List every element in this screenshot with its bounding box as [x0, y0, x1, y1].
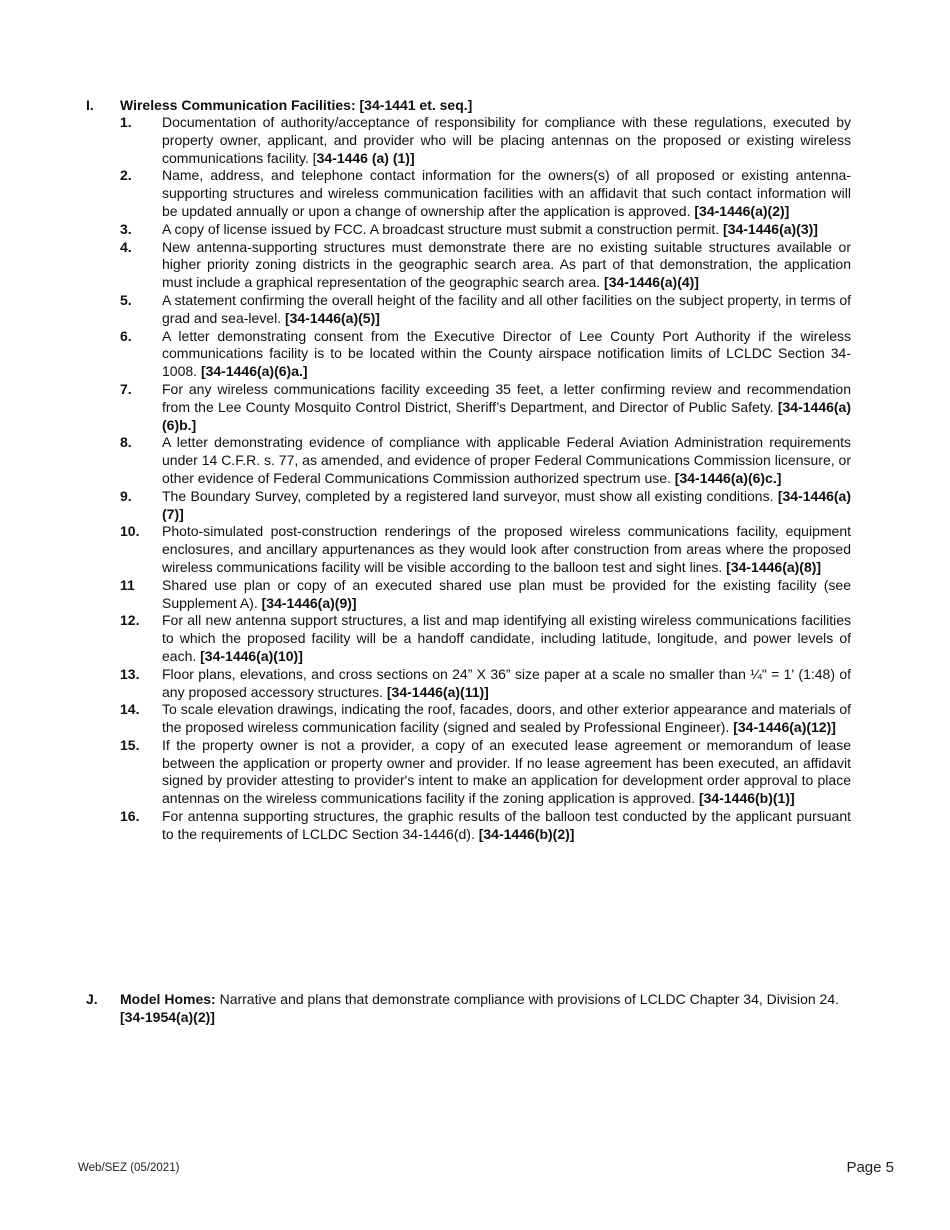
item-text: A letter demonstrating consent from the Executive Director of Lee County Port Authority if the wireless communications facility is to be located within the County airspace notification limits of LCLDC Section 34-1008.: [162, 327, 851, 380]
list-item: [86, 239, 851, 292]
section-i-heading: [86, 96, 851, 114]
item-text: For antenna supporting structures, the graphic results of the balloon test conducted by the applicant pursuant to the requirements of LCLDC Section 34-1446(d).: [162, 808, 851, 842]
item-number: 2.: [120, 167, 132, 184]
list-item: [86, 221, 851, 239]
item-number: 1.: [120, 114, 132, 130]
item-text: Floor plans, elevations, and cross sections on 24” X 36” size paper at a scale no smaller than ¼" = 1' (1:48) of any proposed accessory structures.: [162, 665, 851, 700]
list-item: [86, 701, 851, 737]
list-item: [86, 488, 851, 524]
section-j-title: Model Homes:: [120, 991, 216, 1007]
list-item: [86, 666, 851, 702]
list-item: [86, 612, 851, 665]
item-number: 8.: [120, 434, 132, 451]
item-code-reference: [34-1446(a)(6)b.]: [162, 398, 851, 433]
item-number: 10.: [120, 523, 140, 540]
item-text: If the property owner is not a provider, a copy of an executed lease agreement or memorandum of lease between the application or property owner and provider. If no lease agreement has been executed, an affidavit signed by provider attesting to provider's intent to make an application for development order approval to place antennas on the wireless communications facility if the zoning application is approved.: [162, 736, 851, 807]
list-item: [86, 434, 851, 487]
list-item: [86, 737, 851, 808]
list-item: [86, 114, 851, 167]
item-text: A statement confirming the overall height of the facility and all other facilities on the subject property, in terms of grad and sea-level.: [162, 291, 851, 326]
item-number: 4.: [120, 238, 132, 255]
section-j: [86, 990, 851, 1026]
item-code-reference: [34-1446(a)(7)]: [162, 487, 851, 522]
item-text: For all new antenna support structures, a list and map identifying all existing wireless communications facilities to which the proposed facility will be a handoff candidate, including latitude, longitude, and power levels of each.: [162, 612, 851, 664]
item-text: Documentation of authority/acceptance of responsibility for compliance with these regulations, executed by property owner, applicant, and provider who will be placing antennas on the proposed or existing wireless communications facility. [: [162, 114, 851, 166]
section-i-title: Wireless Communication Facilities: [34-1441 et. seq.]: [120, 97, 473, 113]
section-i: [86, 96, 851, 844]
section-j-text: Narrative and plans that demonstrate compliance with provisions of LCLDC Chapter 34, Division 24.: [215, 991, 839, 1007]
item-number: 15.: [120, 736, 140, 753]
item-text: A letter demonstrating evidence of compliance with applicable Federal Aviation Administration requirements under 14 C.F.R. s. 77, as amended, and evidence of proper Federal Communications Commission licensure, or other evidence of Federal Communications Commission authorized spectrum use.: [162, 434, 851, 486]
item-number: 12.: [120, 612, 140, 629]
item-code-reference: [34-1446(a)(3)]: [723, 220, 818, 237]
item-code-reference: [34-1446(b)(1)]: [698, 790, 795, 807]
item-text: For any wireless communications facility exceeding 35 feet, a letter confirming review and recommendation from the Lee County Mosquito Control District, Sheriff’s Department, and Director of Public Safety.: [162, 380, 851, 415]
item-code-reference: [34-1446(a)(9)]: [261, 594, 357, 611]
item-number: 11: [120, 576, 135, 593]
list-item: [86, 523, 851, 576]
footer-page-number: Page 5: [846, 1159, 894, 1176]
footer-form-code: Web/SEZ (05/2021): [78, 1162, 180, 1174]
item-number: 16.: [120, 808, 140, 825]
item-code-reference: [34-1446(a)(8)]: [726, 558, 822, 575]
list-item: [86, 577, 851, 613]
item-code-reference: [34-1446(a)(5)]: [284, 309, 380, 326]
item-number: 3.: [120, 220, 132, 237]
section-i-items: [86, 114, 851, 844]
item-code-reference: [34-1446(b)(2)]: [478, 825, 575, 842]
item-text: A copy of license issued by FCC. A broadcast structure must submit a construction permit.: [162, 220, 724, 237]
item-code-reference: 34-1446 (a) (1)]: [316, 149, 415, 166]
list-item: [86, 808, 851, 844]
item-code-reference: [34-1446(a)(4)]: [604, 274, 699, 291]
item-number: 5.: [120, 291, 132, 308]
item-code-reference: [34-1446(a)(6)c.]: [674, 469, 782, 486]
section-j-heading: [86, 990, 851, 1026]
item-code-reference: [34-1446(a)(6)a.]: [200, 363, 308, 380]
item-text: Photo-simulated post-construction renderings of the proposed wireless communications facility, equipment enclosures, and ancillary appurtenances as they would look after construction from areas where the proposed wireless communications facility will be visible according to the balloon test and sight lines.: [162, 523, 851, 575]
section-i-letter: I.: [86, 97, 94, 113]
item-number: 9.: [120, 487, 132, 504]
item-text: New antenna-supporting structures must demonstrate there are no existing suitable structures available or higher priority zoning districts in the geographic search area. As part of that demonstration, the application must include a graphical representation of the geographic search area.: [162, 238, 851, 291]
item-code-reference: [34-1446(a)(10)]: [200, 647, 303, 664]
item-number: 13.: [120, 665, 140, 682]
item-text: The Boundary Survey, completed by a registered land surveyor, must show all existing conditions.: [162, 487, 778, 504]
list-item: [86, 381, 851, 434]
item-code-reference: [34-1446(a)(2)]: [694, 202, 790, 219]
item-text: Name, address, and telephone contact information for the owners(s) of all proposed or existing antenna-supporting structures and wireless communication facilities with an affidavit that such contact information will be updated annually or upon a change of ownership after the application is approved.: [162, 167, 851, 219]
section-j-ref: [34-1954(a)(2)]: [120, 1009, 215, 1025]
list-item: [86, 167, 851, 220]
item-text: To scale elevation drawings, indicating the roof, facades, doors, and other exterior appearance and materials of the proposed wireless communication facility (signed and sealed by Professional Engineer).: [162, 701, 851, 736]
item-number: 6.: [120, 327, 132, 344]
section-j-letter: J.: [86, 991, 98, 1007]
item-code-reference: [34-1446(a)(11)]: [386, 683, 489, 700]
list-item: [86, 328, 851, 381]
item-number: 7.: [120, 380, 132, 397]
item-text: Shared use plan or copy of an executed shared use plan must be provided for the existing facility (see Supplement A).: [162, 576, 851, 611]
item-code-reference: [34-1446(a)(12)]: [733, 719, 836, 736]
item-number: 14.: [120, 701, 140, 718]
list-item: [86, 292, 851, 328]
